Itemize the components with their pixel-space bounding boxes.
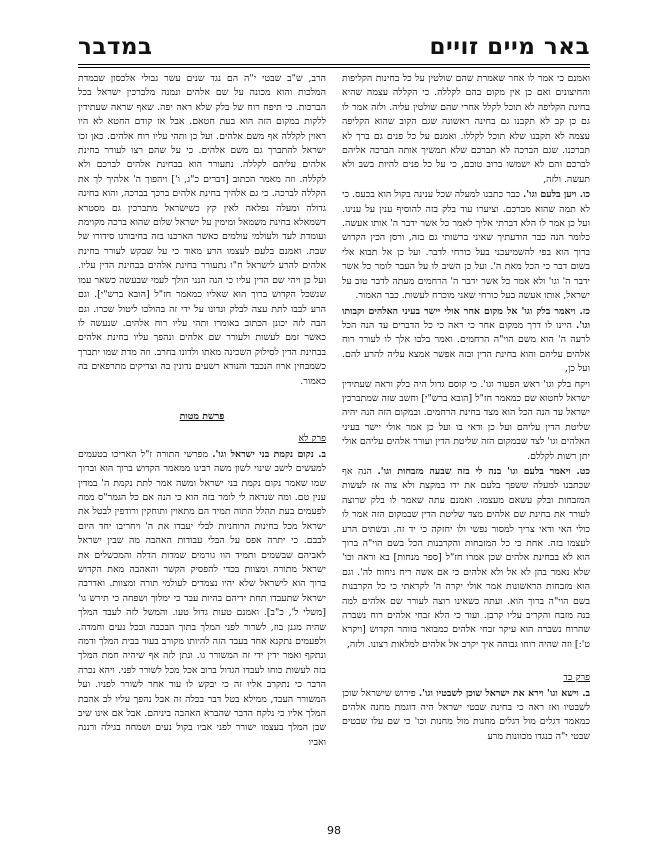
commentary-text: מפרשי התורה ז"ל האריכו בטעמים למעשים לישב שינוי לשון משה רבינו ממאמר הקדוש ברוך הוא וברוך שמו שאמר נקום נקמת בני ישראל ומשה אמר לתת נקמת ה' במדין ענין טם. ומה שנראה לי לומר בזה הוא כי הנה אם כל הגמר"ס ממה לפעמים בעת תהלל התוה תמיד הם מתאוין ותוחקין ורודפין לבטל את ישראל מכל בחינות הרוחניות לבלי יעבדו את ה' ויחריבו יחד היום לבבם. כי יתרה אפס על הבלי עבודות האהבה מה שבין ישראל לאביהם שבשמים ותמיד הוו גורמים שמדות הדלה והמכשלים את ישראל מתורה ומצוות בכדי להפסיק הקשר והאהבה מאת הקדוש ברוך הוא לישראל שלא יהיו נצמדים לעולמי תורה ומצוות. ואדרבה ישראל שתעבדו תחת ידיהם בהיות עבד כי ימלוך ושפחה כי תירש גו' [משלי ל', כ"ב]. ואמנם טעות גדול טעו. והמשל לזה לעבד המלך שהיה מגנן בוז, לשרור לפני המלך בתוך הבכבה ובכל נעים וחמדה. ולפעמים נתקנא אחד בעבד הזה להיותו מקורב בעוד בבית המלך ודמה ונתקף ואמר ידין ידי זה המשורר גו. ונתן לזה אף שיהיה חמת המלך בזה לעשות כוחו לעבדו הגדול ברוב אכל מכל לשורר לפני. ויהא נכרה הדבר כי נתקרב אליו זה כי יבקש לו עוד אחר לשורר לפניו. ועל המשורר העבד, ממילא בטל דבר בכלה זה אבל נהפך עליו לב אהבת המלך אליו כי נלקח הדבר שהברא האהבה ביניהם. אבל אם אינו שיב שבן המלך בעצמו ישורר לפני אביו בקול נעים ושמחה בגילה ורננה ואביו xyxy=(78,448,326,748)
paragraph xyxy=(78,448,326,751)
verse-lead: ב. וישא וגו' וירא את ישראל שוכן לשבטיו וגו'. xyxy=(418,687,590,699)
header-rule xyxy=(78,64,590,65)
verse-lead: ב. נקום נקמת בני ישראל וגו'. xyxy=(212,448,326,460)
chapter-heading: פרק כד xyxy=(563,672,590,684)
left-column xyxy=(78,72,326,824)
spacer xyxy=(78,390,326,404)
running-title-book: באר מיים זויים xyxy=(429,34,590,60)
verse-lead: כט. ויאמר בלעם וגו' בנה לי בזה שבעה מזבחות וגו'. xyxy=(377,465,590,477)
commentary-text: היינו לו דרך ממקום אחר כי ראה כי כל הדברים עד הנה הכל לרעה ה' הוא משם הוי"ה הרחמים. ואמר בלבו אלך לו לעורר רוח אלהים עליהם והוא בחינת הדין ובזה אפשר אמצא עליה להרע להם. ועל כן, xyxy=(342,319,590,375)
paragraph xyxy=(342,305,590,377)
paragraph: ויקח בלק וגו' ראש הפעור וגו'. כי קוסם גדול היה בלק וראה שעתידין ישראל לחטוא שם כמאמר חז"ל [הובא ברש"י] וחשב שזה שמתברכין ישראל עד הנה הכל הוא מצד בחינת הרחמים. ובמקום הזה הנה יהיה שליטת הדין עליהם ועל כן ודאי בו ועל כן אמר אולי יישר בעיני האלהים וגו' לצד שבמקום הזה שליטת הדין ועורר אלהים עליהם אולי יתן רשות לקללם. xyxy=(342,378,590,462)
chapter-heading: פרק לא xyxy=(298,433,326,445)
section-title: פרשת מטות xyxy=(179,410,225,422)
spacer xyxy=(342,653,590,667)
paragraph: הרב, ש"ב שבטי י"ה הם נגד שנים עשר גבולי אלכסון שבמדת המלכות והוא מכונה על שם אלהים ונמנה מלברכין ישראל בכל הברכות. כי תיפח רוח של בלק שלא ראה יפה. שאף שראה שעתידין ללקות במקום הזה הוא בעת חטאם. אבל אז קודם החטא לא היו ראוין לקללה אף משם אלהים. ועל כן ותהי עליו רוח אלהים. כאן זכו ישראל להתברך גם משם אלהים. כי על שהם רצו לעורר בחינת אלהים עליהם לקללה. נתעורר הוא בבחינת אלהים לברכם ולא לקללה. וזה מאמר הכתוב [דברים כ"ג, ו'] ויהפוך ה' אלהיך לך את הקללה לברכה. כי גם אלהיך בחינת אלהים ברכך בברכה, והוא בחינה גדולה ומעלה נפלאה לאין קץ כשישראל מתברכין גם מסטרא דשמאלא בחינת משמאל ומימין על ישראל שלום שהוא ברכה מקוימת ועומדת לעד ולעולמי עולמים כאשר הארכנו בזה בחיבורנו סידורו של שבת. ואמנם בלעם לעצמו הרע מאוד כי על שבקש לעורר בחינת אלהים להרע לישראל ח"ו נתעורר בחינת אלהים בבחינת הדין עליו. ועל כן ויהי שם הדין עליו כי הנה הנני הולך לעמי שבעשה כשאר עמו שנשכל הקדוש ברוך הוא שאליו כמאמר חז"ל [הובא ברש"י]. וגם הרע לבבו לתת עצה לבלק ונדונו על ידי זה בהולכו ליטול שכרו. וגם הבה לזה יכונן הכתוב באומרו ותהי עליו רוח אלהים. שנעשה לו כאשר זמם לעשות ולעורר שם אלהים ונהפך עליו בחינת אלהים בבחינת הדין לסילוק השכינה מאתו ולדונו בחרב. וזה מדת שמו יתברך כשמבחין ארוז הנכבד והנורא רשעים נדונין בה וצדיקים מתרפאים בה כאמור. xyxy=(78,73,326,387)
running-title-parsha: במדבר xyxy=(78,34,153,60)
paragraph xyxy=(342,465,590,652)
paragraph xyxy=(342,687,590,745)
commentary-text: הנה אף שכתבנו למעלה ששפך בלעם את ידו במקצת ולא צוה אז לעשות המזבחות ובלק עשאם מעצמו. ואמנם עתה שאמר לו בלק שרוצה לעורר את בחינת שם אלהים מצד שליטת הדין שבמקום הזה אמר לו כולי האי ודאי צריך למסור נפשי ולו יחזקה כי יד זה. ובשתים הרע לעצמו בזה. אחת כי כל המזבחות והקרבנות הכל בשם הוי"ה ברוך הוא לא בבחינת אלהים שכן אמרו חז"ל [ספר מנחות] בא וראה וכו' שלא נאמר בהן לא אל ולא אלהים כי אם אשה ריח ניחוח לה'. וגם הוא מזבחות הראשונות אמר אולי יקרה ה' לקראתי כי כל הקרבנות בשם הוי"ה ברוך הוא. ועתה כשאינו רוצה לעורר שם אלהים למה בנה מזבח והקריב עליו קרבן. ועוד כי הלא זבחי אלהים רוח נשברה שהרוח נשברה הוא עיקר זבחי אלהים כמבואר בזוהר הקדוש [ויקרא ט':] וזה שהיה רוחו גבוהה איך יקרב אל אלהים למלאות רצונו. ולזה, xyxy=(342,465,590,650)
paragraph xyxy=(342,188,590,303)
commentary-text: כבר כתבנו למעלה שכל ענינה בקול הוא בכעס. כי לא תמה שהוא מברכם. וציערו עוד בלק בזה להוסיף ענין על ענינו. ועל כן אמר לו הלא דברתי אליך לאמר כל אשר ידבר ה' אותו אעשה. כלומר הנה כבר הודעתיך שאיני ברשותי גם בזה, ורסן הכין הקדוש ברוך הוא בפי להשמיעכני בעל כורחי לדבר. ועל כן אל תבוא אלי בשום דבר כי הכל מאת ה'. ועל כן השיב לו על העבר לומר כל אשר ידבר ה' וגו' ולא אמר כל אשר ידבר ה' הרחמים מעתה לדבר טוב על ישראל, אותו אעשה בעל כורחי שאני מוכרח לעשות. כבר האמור. xyxy=(342,189,590,302)
page-number: 98 xyxy=(327,824,341,837)
verse-lead: כו. ויען בלעם וגו'. xyxy=(523,189,590,201)
header-rule-thin xyxy=(78,67,590,68)
commentary-text: פירוש שישראל שוכן לשבטיו ואז ראה כי בחינת שבטי ישראל היה דוגמת מחנה אלהים כמאמר דגלים מול דגלים מחנות מול מחנות וכו' כי שם עלו שבטים שבטי י"ה כנגדו מכוונות מרע xyxy=(342,687,590,742)
verse-lead: כז. ויאמר בלק וגו' אל מקום אחר אולי יישר בעיני האלהים וקבותו וגו'. xyxy=(342,305,590,331)
page-header xyxy=(78,34,590,64)
paragraph: ואמנם כי אמר לו אחר שאמרת שהם שולטין על כל בחינות הקליפות והחיצונים ואם כן אין מקום בהם לקללה. כי הקללה עצמה שהיא בחינת הקליפה לא תוכל לקלל אחרי שהם שולטין עליה. ולזה אמר לו גם כן קב לא תקבנו גם בחינה ראשונה שגם הקוב שהוא הקליפה עצמה לא תקבנו שלא תוכל לקללו. ואמנם על כל פנים גם ברך לא תברכנו. שגם הברכה לא תברכם שלא תמשיך אותה הברכה אליהם לברכם והם לא ישמשו ברוב טובם, כי על כל פנים להיות בשב ולא תעשה. ולזה, xyxy=(342,73,590,185)
right-column xyxy=(342,72,590,824)
